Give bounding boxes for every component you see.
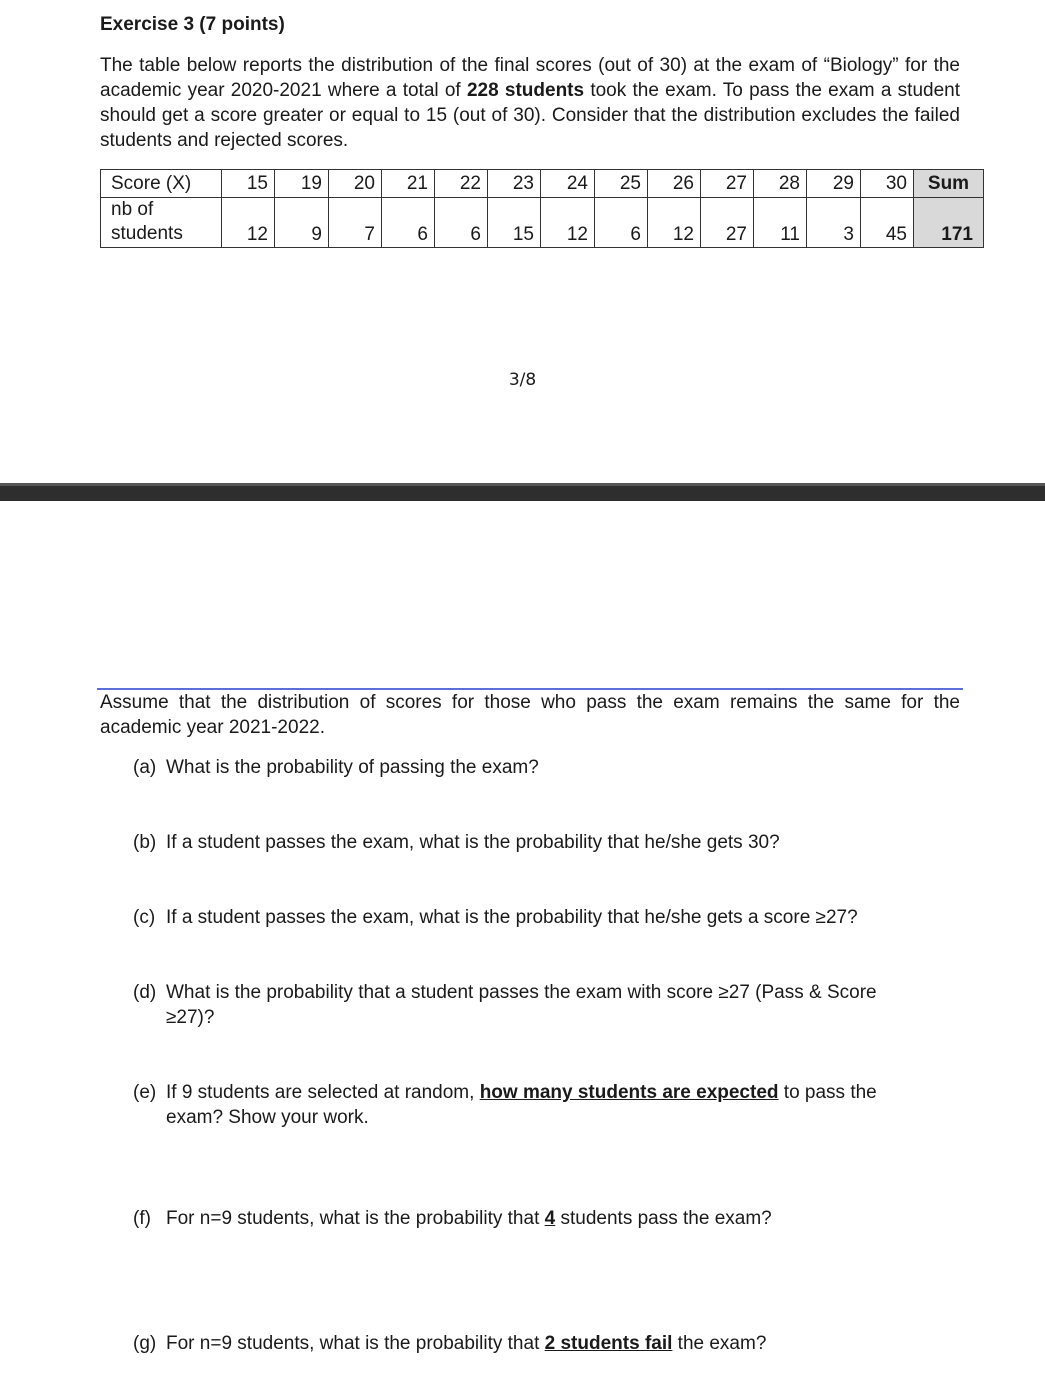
question-tag: (b) [133,832,157,853]
score-cell: 26 [648,170,701,198]
score-row-label: Score (X) [101,170,222,198]
question-text: If 9 students are selected at random, how many students are expected to pass the exam? Show your work. [166,1082,877,1128]
sum-value: 171 [914,198,984,248]
count-row [101,198,984,248]
score-cell: 27 [701,170,754,198]
score-cell: 25 [595,170,648,198]
emphasis-text: 4 [544,1208,556,1229]
score-row [101,170,984,198]
question-text: For n=9 students, what is the probability that 2 students fail the exam? [166,1333,767,1354]
count-cell: 12 [648,198,701,248]
question-text: For n=9 students, what is the probability that 4 students pass the exam? [166,1208,772,1229]
page-4 [0,501,1045,1387]
question-tag: (c) [133,907,156,928]
count-cell: 11 [754,198,807,248]
question-tag: (a) [133,757,157,778]
question-text: What is the probability that a student passes the exam with score ≥27 (Pass & Score ≥27)? [166,982,877,1028]
count-cell: 3 [807,198,861,248]
assumption-text: Assume that the distribution of scores for those who pass the exam remains the same for the academic year 2021-2022. [100,692,960,738]
question-a [133,755,933,780]
score-cell: 23 [488,170,541,198]
count-cell: 7 [329,198,382,248]
sum-header: Sum [914,170,984,198]
question-text: If a student passes the exam, what is the probability that he/she gets a score ≥27? [166,907,858,928]
question-d [133,980,933,1030]
exercise-intro: The table below reports the distribution of the final scores (out of 30) at the exam of “Biology” for the academic year 2020-2021 where a total of 228 students took the exam. To pass the exam a student should get a score greater or equal to 15 (out of 30). Consider that the distribution excludes the failed students and rejected scores. [100,55,960,151]
question-e [133,1080,933,1130]
emphasis-text: how many students are expected [479,1082,779,1103]
exercise-title: Exercise 3 (7 points) [100,14,285,35]
score-cell: 21 [382,170,435,198]
count-cell: 6 [435,198,488,248]
question-text: If a student passes the exam, what is the probability that he/she gets 30? [166,832,780,853]
question-g [133,1331,933,1356]
question-tag: (e) [133,1082,157,1103]
page-number: 3/8 [508,370,537,390]
score-cell: 22 [435,170,488,198]
count-cell: 6 [595,198,648,248]
score-cell: 28 [754,170,807,198]
score-cell: 30 [861,170,914,198]
question-b [133,830,933,855]
count-row-label: nb of students [101,198,222,248]
count-cell: 12 [541,198,595,248]
emphasis-text: 2 students fail [544,1333,673,1354]
question-f [133,1206,933,1231]
count-cell: 12 [222,198,275,248]
count-cell: 9 [275,198,329,248]
question-c [133,905,933,930]
score-cell: 29 [807,170,861,198]
count-cell: 6 [382,198,435,248]
question-text: What is the probability of passing the exam? [166,757,539,778]
score-cell: 19 [275,170,329,198]
score-cell: 15 [222,170,275,198]
page-separator [0,483,1045,501]
count-cell: 45 [861,198,914,248]
question-tag: (d) [133,982,157,1003]
score-cell: 24 [541,170,595,198]
score-cell: 20 [329,170,382,198]
score-distribution-table [100,169,984,248]
page-separator-edge [0,483,1045,486]
question-tag: (g) [133,1333,157,1354]
count-cell: 15 [488,198,541,248]
count-cell: 27 [701,198,754,248]
question-tag: (f) [133,1208,151,1229]
page-3 [0,0,1045,483]
